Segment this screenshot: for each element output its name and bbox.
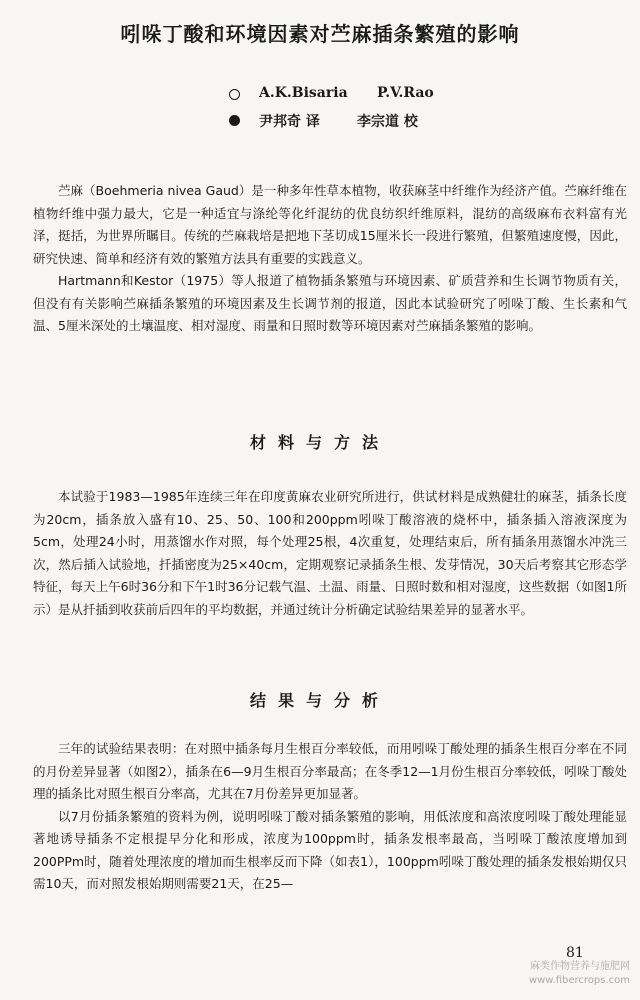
translator: 尹邦奇 译 xyxy=(259,114,320,130)
watermark-line-2: www.fibercrops.com xyxy=(528,975,630,986)
open-circle-icon xyxy=(229,89,240,100)
site-watermark xyxy=(529,960,630,988)
reviewer: 李宗道 校 xyxy=(357,114,418,130)
results-section xyxy=(33,738,627,896)
page-number: 81 xyxy=(566,945,584,961)
results-paragraph-2: 以7月份插条繁殖的资料为例，说明吲哚丁酸对插条繁殖的影响，用低浓度和高浓度吲哚丁酸处理能显著地诱导插条不定根提早分化和形成，浓度为100ppm时，插条发根率最高，当吲哚丁酸浓度增加到200PPm时，随着处理浓度的增加而生根率反而下降（如表1），100ppm吲哚丁酸处理的插条发根始期仅只需10天，而对照发根始期则需要21天，在25— xyxy=(33,808,627,891)
watermark-line-1: 麻类作物营养与施肥网 xyxy=(530,961,630,972)
article-title: 吲哚丁酸和环境因素对苎麻插条繁殖的影响 xyxy=(120,22,520,46)
intro-paragraph-1: 苎麻（Boehmeria nivea Gaud）是一种多年性草本植物，收获麻茎中纤维作为经济产值。苎麻纤维在植物纤维中强力最大，它是一种适宜与涤纶等化纤混纺的优良纺织纤维原料，混纺的高级麻布衣料富有光泽，挺括，为世界所瞩目。传统的苎麻栽培是把地下茎切成15厘米长一段进行繁殖，但繁殖速度慢，因此，研究快速、简单和经济有效的繁殖方法具有重要的实践意义。 xyxy=(33,183,627,266)
filled-circle-icon xyxy=(229,115,240,126)
methods-paragraph-1: 本试验于1983—1985年连续三年在印度黄麻农业研究所进行，供试材料是成熟健壮的麻茎，插条长度为20cm，插条放入盛有10、25、50、100和200ppm吲哚丁酸溶液的烧杯中，插条插入溶液深度为5cm，处理24小时，用蒸馏水作对照，每个处理25根，4次重复，处理结束后，所有插条用蒸馏水冲洗三次，然后插入试验地，扦插密度为25×40cm，定期观察记录插条生根、发芽情况，30天后考察其它形态学特征，每天上午6时36分和下午1时36分记载气温、土温、雨量、日照时数和相对湿度，这些数据（如图1所示）是从扦插到收获前后四年的平均数据，并通过统计分析确定试验结果差异的显著水平。 xyxy=(33,489,627,617)
author-1: A.K.Bisaria xyxy=(259,85,348,101)
section-heading-methods: 材料与方法 xyxy=(249,433,390,452)
author-row-1 xyxy=(0,85,640,105)
methods-section xyxy=(33,486,627,621)
intro-section xyxy=(33,180,627,338)
results-paragraph-1: 三年的试验结果表明：在对照中插条每月生根百分率较低，而用吲哚丁酸处理的插条生根百分率在不同的月份差异显著（如图2），插条在6—9月生根百分率最高；在冬季12—1月份生根百分率较低，吲哚丁酸处理的插条比对照生根百分率高，尤其在7月份差异更加显著。 xyxy=(33,741,627,801)
author-2: P.V.Rao xyxy=(377,85,434,101)
intro-paragraph-2: Hartmann和Kestor（1975）等人报道了植物插条繁殖与环境因素、矿质营养和生长调节物质有关，但没有有关影响苎麻插条繁殖的环境因素及生长调节剂的报道，因此本试验研究了吲哚丁酸、生长素和气温、5厘米深处的土壤温度、相对湿度、雨量和日照时数等环境因素对苎麻插条繁殖的影响。 xyxy=(33,273,627,333)
author-row-2 xyxy=(0,111,640,131)
section-heading-results: 结果与分析 xyxy=(249,691,390,710)
